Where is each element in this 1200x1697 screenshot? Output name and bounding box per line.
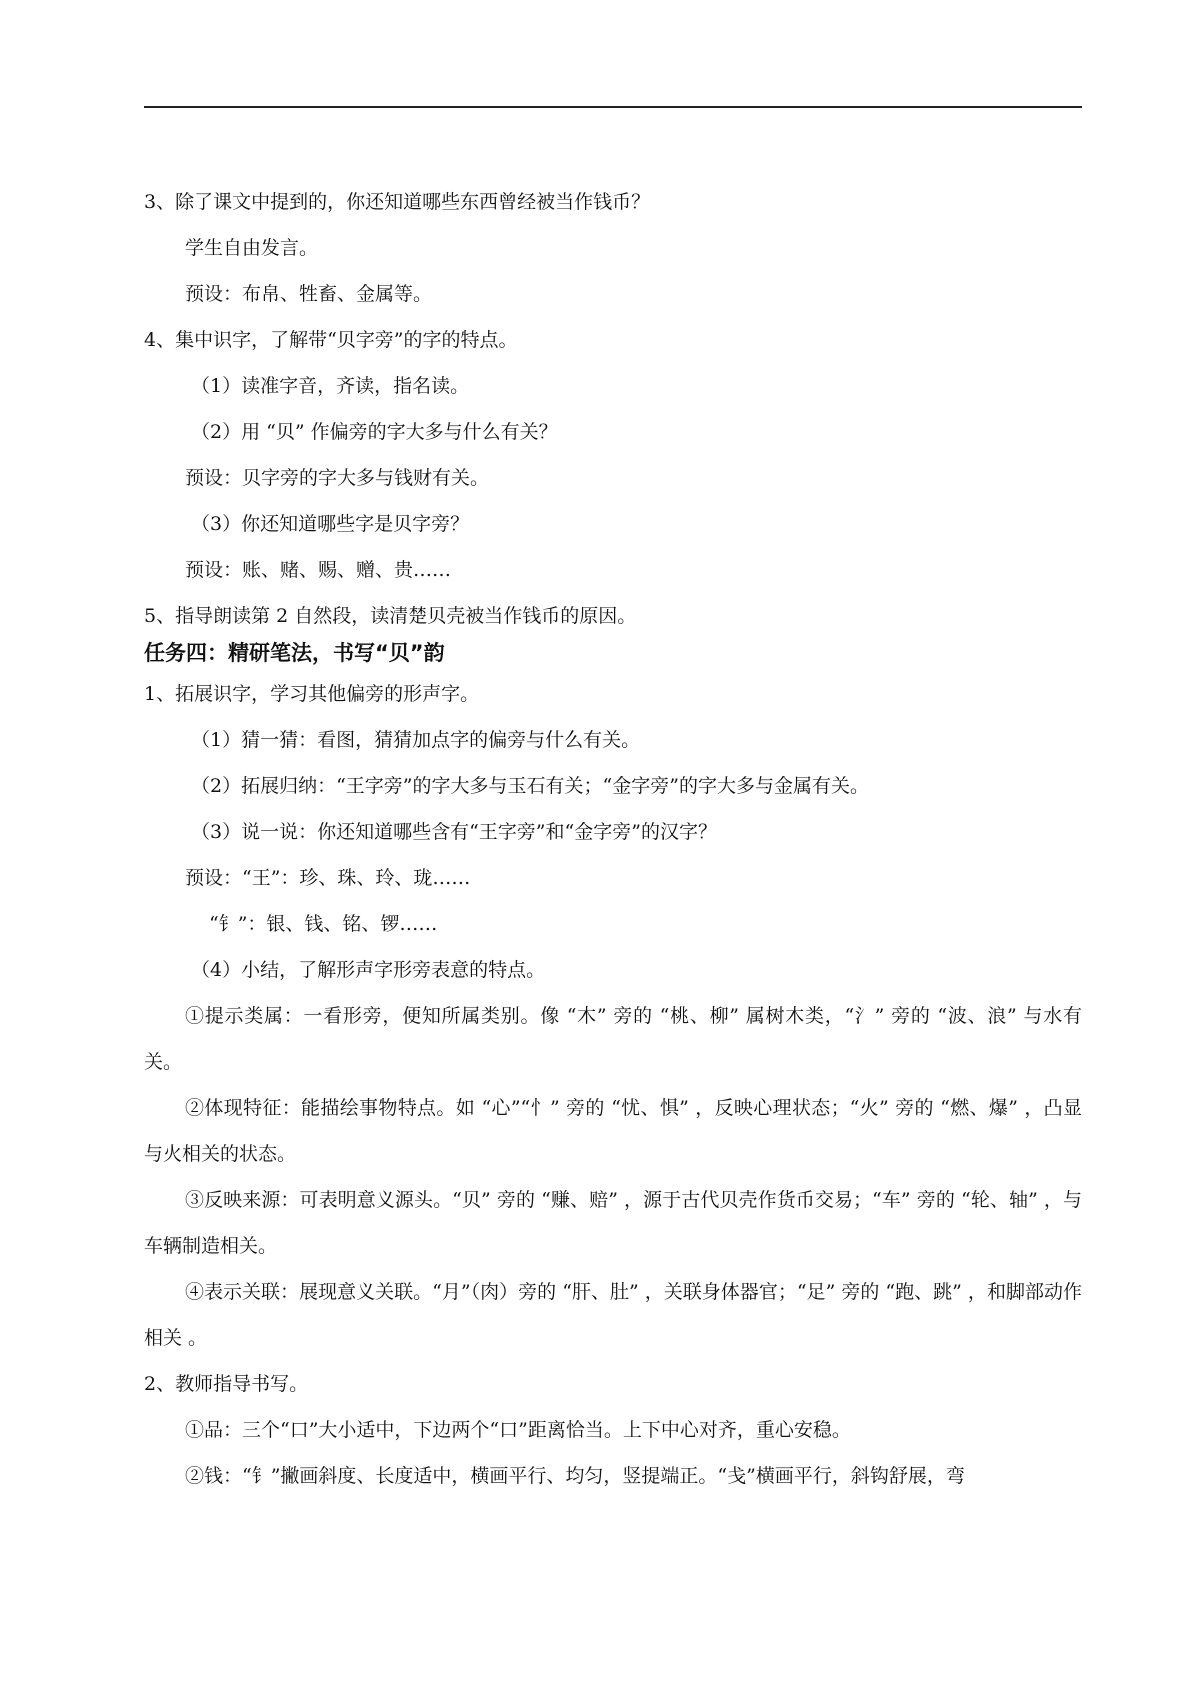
sub-item-1: （1）读准字音，齐读，指名读。 (191, 375, 470, 397)
answer-line: 学生自由发言。 (185, 237, 319, 259)
preset-line-continued: “钅”：银、钱、铭、锣…… (209, 913, 438, 935)
step-5: 5、指导朗读第 2 自然段，读清楚贝壳被当作钱币的原因。 (144, 605, 637, 627)
preset-line: 预设：布帛、牲畜、金属等。 (185, 283, 433, 305)
writing-guide-pin: ①品：三个“口”大小适中，下边两个“口”距离恰当。上下中心对齐，重心安稳。 (185, 1419, 851, 1441)
question-3: 3、除了课文中提到的，你还知道哪些东西曾经被当作钱币？ (144, 191, 651, 213)
header-rule (144, 106, 1082, 108)
preset-line: 预设：账、赌、赐、赠、贵…… (185, 559, 452, 581)
paragraph-category: ①提示类属：一看形旁，便知所属类别。像 “木” 旁的 “桃、柳” 属树木类，“氵” 旁的 “波、浪” 与水有关。 (144, 1005, 1082, 1073)
sub-item-3: （3）说一说：你还知道哪些含有“王字旁”和“金字旁”的汉字？ (191, 821, 717, 843)
preset-line: 预设：贝字旁的字大多与钱财有关。 (185, 467, 490, 489)
section-heading: 任务四：精研笔法，书写“贝”韵 (144, 641, 445, 665)
writing-guide-qian: ②钱：“钅”撇画斜度、长度适中，横画平行、均匀，竖提端正。“戋”横画平行，斜钩舒展，弯 (185, 1465, 965, 1487)
paragraph-feature: ②体现特征：能描绘事物特点。如 “心”“忄” 旁的 “忧、惧” ，反映心理状态；“火” 旁的 “燃、爆” ，凸显与火相关的状态。 (144, 1097, 1082, 1165)
document-body (144, 190, 1082, 1510)
sub-item-1: （1）猜一猜：看图，猜猜加点字的偏旁与什么有关。 (191, 729, 641, 751)
sub-item-4: （4）小结，了解形声字形旁表意的特点。 (191, 959, 546, 981)
sub-item-2: （2）用 “贝” 作偏旁的字大多与什么有关？ (191, 421, 558, 443)
step-4: 4、集中识字，了解带“贝字旁”的字的特点。 (144, 329, 518, 351)
paragraph-relation: ④表示关联：展现意义关联。“月”（肉）旁的 “肝、肚” ，关联身体器官；“足” 旁的 “跑、跳” ，和脚部动作相关 。 (144, 1281, 1082, 1349)
paragraph-origin: ③反映来源：可表明意义源头。“贝” 旁的 “赚、赔” ，源于古代贝壳作货币交易；“车” 旁的 “轮、轴” ，与车辆制造相关。 (144, 1189, 1082, 1257)
step-2: 2、教师指导书写。 (144, 1373, 309, 1395)
sub-item-3: （3）你还知道哪些字是贝字旁？ (191, 513, 470, 535)
sub-item-2: （2）拓展归纳：“王字旁”的字大多与玉石有关；“金字旁”的字大多与金属有关。 (191, 775, 869, 797)
step-1: 1、拓展识字，学习其他偏旁的形声字。 (144, 683, 480, 705)
preset-line: 预设：“王”：珍、珠、玲、珑…… (185, 867, 471, 889)
